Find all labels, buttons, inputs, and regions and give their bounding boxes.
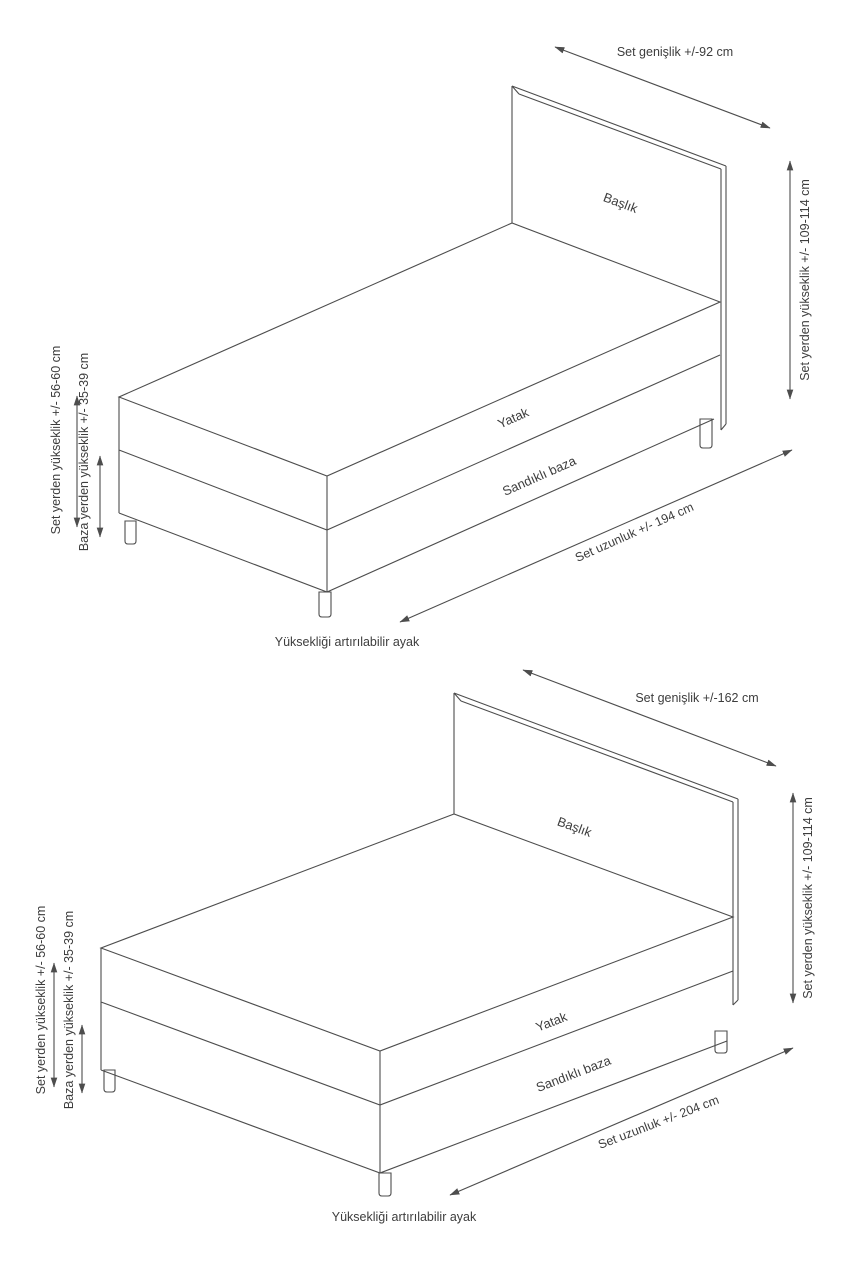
double-set-height-label: Set yerden yükseklik +/- 56-60 cm xyxy=(34,905,48,1095)
bed-leg xyxy=(319,592,331,617)
double-bed-legs xyxy=(104,1031,727,1196)
double-total-height-label: Set yerden yükseklik +/- 109-114 cm xyxy=(801,797,815,999)
double-base-height-label: Baza yerden yükseklik +/- 35-39 cm xyxy=(62,910,76,1110)
single-headboard-outline xyxy=(512,86,726,430)
double-headboard-outline xyxy=(454,693,738,1005)
double-foot-label: Yüksekliği artırılabilir ayak xyxy=(331,1210,477,1224)
single-total-height-label: Set yerden yükseklik +/- 109-114 cm xyxy=(798,179,812,381)
single-storage-base-label: Sandıklı baza xyxy=(500,453,579,499)
single-set-height-label: Set yerden yükseklik +/- 56-60 cm xyxy=(49,345,63,535)
double-width-dimension-line xyxy=(523,670,776,766)
bed-leg xyxy=(379,1173,391,1196)
double-storage-base-label: Sandıklı baza xyxy=(533,1052,613,1095)
single-width-label: Set genişlik +/-92 cm xyxy=(616,45,734,59)
single-foot-label: Yüksekliği artırılabilir ayak xyxy=(274,635,420,649)
single-length-dimension-line xyxy=(400,450,792,622)
single-bed-legs xyxy=(125,419,712,617)
double-length-dimension-line xyxy=(450,1048,793,1195)
bed-leg xyxy=(125,521,136,544)
double-mattress-label: Yatak xyxy=(533,1009,570,1035)
single-bed-diagram xyxy=(49,45,812,649)
single-headboard-label: Başlık xyxy=(601,189,640,217)
bed-leg xyxy=(700,419,712,448)
double-bed-diagram xyxy=(34,670,815,1224)
double-length-label: Set uzunluk +/- 204 cm xyxy=(596,1092,721,1152)
single-mattress-label: Yatak xyxy=(495,404,531,432)
double-width-label: Set genişlik +/-162 cm xyxy=(635,691,759,705)
single-width-dimension-line xyxy=(555,47,770,128)
single-length-label: Set uzunluk +/- 194 cm xyxy=(572,499,696,565)
double-headboard-label: Başlık xyxy=(555,813,594,840)
double-bed-body-outline xyxy=(101,814,733,1173)
single-base-height-label: Baza yerden yükseklik +/- 35-39 cm xyxy=(77,352,91,552)
